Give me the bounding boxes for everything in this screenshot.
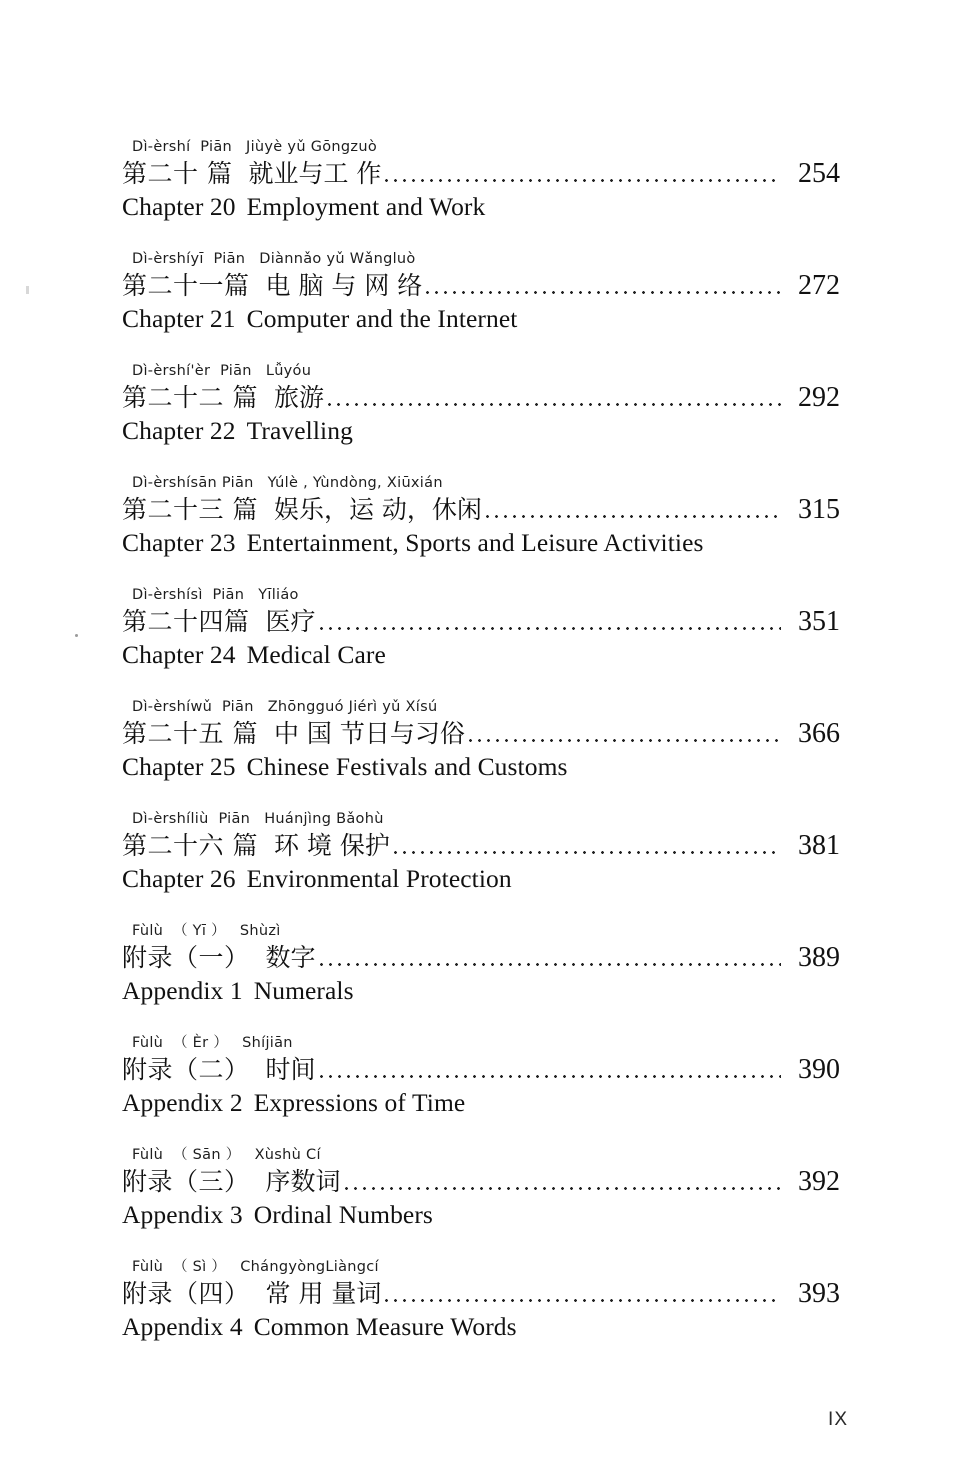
toc-entry-english-line — [122, 302, 840, 336]
toc-entry-pinyin-number: Fùlù （ Yī ） — [132, 923, 226, 939]
toc-entry-pinyin-line — [132, 922, 840, 941]
toc-entry-pinyin-title: Xùshù Cí — [254, 1147, 321, 1163]
toc-entry-page-number[interactable]: 390 — [798, 1054, 840, 1085]
toc-entry-pinyin-number: Dì-èrshísān Piān — [132, 475, 254, 491]
toc-entry-english-title: Common Measure Words — [253, 1312, 517, 1341]
toc-entry[interactable] — [122, 138, 840, 224]
toc-entry-chinese-line — [122, 269, 840, 302]
toc-entry-chinese-number: 附录（一） — [122, 943, 250, 972]
toc-entry-english-line — [122, 750, 840, 784]
toc-entry-pinyin-line — [132, 362, 840, 381]
toc-entry-chinese-number: 第二十六 篇 — [122, 831, 258, 860]
toc-entry-english-title: Employment and Work — [246, 192, 486, 221]
toc-entry-page-number[interactable]: 393 — [798, 1278, 840, 1309]
toc-entry-english-line — [122, 190, 840, 224]
dot-leader — [345, 1173, 781, 1193]
dot-leader — [469, 725, 781, 745]
toc-entry-pinyin-number: Fùlù （ Sì ） — [132, 1259, 227, 1275]
toc-entry-page-number[interactable]: 381 — [798, 830, 840, 861]
toc-entry-english-number: Appendix 3 — [122, 1200, 243, 1229]
dot-leader — [426, 277, 781, 297]
toc-entry-pinyin-title: Yīliáo — [258, 587, 299, 603]
toc-entry-chinese-number: 附录（四） — [122, 1279, 250, 1308]
table-of-contents-list — [122, 138, 840, 1370]
toc-entry-chinese-title: 娱乐，运 动，休闲 — [273, 495, 482, 524]
toc-entry[interactable] — [122, 586, 840, 672]
toc-entry-pinyin-number: Dì-èrshí'èr Piān — [132, 363, 252, 379]
toc-entry-chinese-number: 附录（二） — [122, 1055, 250, 1084]
toc-entry-pinyin-line — [132, 138, 840, 157]
toc-entry-chinese-title: 数字 — [265, 943, 316, 972]
toc-entry-pinyin-title: Huánjìng Bǎohù — [264, 811, 384, 827]
toc-entry-english-title: Numerals — [253, 976, 354, 1005]
toc-entry[interactable] — [122, 698, 840, 784]
toc-entry-chinese-number: 第二十二 篇 — [122, 383, 258, 412]
toc-entry-page-number[interactable]: 254 — [798, 158, 840, 189]
toc-entry-chinese-title: 时间 — [265, 1055, 316, 1084]
toc-entry-pinyin-line — [132, 810, 840, 829]
toc-entry-chinese-title: 环 境 保护 — [273, 831, 390, 860]
toc-entry-pinyin-title: Lǚyóu — [265, 363, 312, 379]
toc-entry-english-number: Chapter 25 — [122, 752, 236, 781]
toc-entry-page-number[interactable]: 392 — [798, 1166, 840, 1197]
dot-leader — [394, 837, 781, 857]
toc-entry-chinese-line — [122, 941, 840, 974]
toc-entry-chinese-line — [122, 1053, 840, 1086]
toc-entry-pinyin-number: Dì-èrshíyī Piān — [132, 251, 246, 267]
toc-entry-english-line — [122, 974, 840, 1008]
toc-entry-pinyin-title: Diànnǎo yǔ Wǎngluò — [259, 251, 416, 267]
dot-leader — [385, 1285, 781, 1305]
toc-entry-english-number: Chapter 21 — [122, 304, 236, 333]
toc-entry-english-number: Chapter 22 — [122, 416, 236, 445]
toc-entry-pinyin-title: Shíjiān — [242, 1035, 293, 1051]
toc-entry-pinyin-number: Fùlù （ Èr ） — [132, 1035, 229, 1051]
toc-entry-page-number[interactable]: 272 — [798, 270, 840, 301]
toc-entry-page-number[interactable]: 292 — [798, 382, 840, 413]
toc-entry-english-number: Chapter 20 — [122, 192, 236, 221]
toc-entry-english-title: Environmental Protection — [246, 864, 512, 893]
toc-entry-pinyin-line — [132, 698, 840, 717]
toc-entry-pinyin-line — [132, 474, 840, 493]
toc-entry-english-line — [122, 862, 840, 896]
toc-entry-page-number[interactable]: 351 — [798, 606, 840, 637]
toc-entry-pinyin-line — [132, 586, 840, 605]
toc-entry-pinyin-line — [132, 1258, 840, 1277]
toc-entry-chinese-line — [122, 829, 840, 862]
toc-entry-pinyin-title: Jiùyè yǔ Gōngzuò — [246, 139, 377, 155]
toc-entry-english-line — [122, 1198, 840, 1232]
toc-entry-english-line — [122, 1310, 840, 1344]
toc-entry-pinyin-number: Fùlù （ Sān ） — [132, 1147, 241, 1163]
toc-entry[interactable] — [122, 810, 840, 896]
toc-entry-chinese-line — [122, 1165, 840, 1198]
toc-entry[interactable] — [122, 250, 840, 336]
toc-entry-chinese-line — [122, 381, 840, 414]
toc-entry-pinyin-number: Dì-èrshísì Piān — [132, 587, 245, 603]
toc-entry-pinyin-title: Shùzì — [239, 923, 281, 939]
toc-entry-english-title: Ordinal Numbers — [253, 1200, 433, 1229]
page-folio: IX — [828, 1409, 848, 1430]
toc-entry-pinyin-line — [132, 1034, 840, 1053]
toc-entry-chinese-number: 第二十 篇 — [122, 159, 233, 188]
toc-entry-page-number[interactable]: 366 — [798, 718, 840, 749]
toc-entry-english-title: Entertainment, Sports and Leisure Activities — [246, 528, 704, 557]
toc-entry-english-number: Chapter 24 — [122, 640, 236, 669]
toc-entry-chinese-number: 第二十一篇 — [122, 271, 250, 300]
toc-entry-chinese-title: 电 脑 与 网 络 — [265, 271, 423, 300]
toc-entry-chinese-number: 第二十三 篇 — [122, 495, 258, 524]
toc-entry-chinese-title: 序数词 — [265, 1167, 341, 1196]
toc-entry-pinyin-title: ChángyòngLiàngcí — [240, 1259, 379, 1275]
toc-entry-chinese-line — [122, 605, 840, 638]
dot-leader — [320, 949, 781, 969]
toc-entry[interactable] — [122, 1146, 840, 1232]
toc-entry-chinese-number: 第二十五 篇 — [122, 719, 258, 748]
toc-entry-english-number: Appendix 4 — [122, 1312, 243, 1341]
dot-leader — [320, 613, 781, 633]
toc-entry-english-number: Appendix 1 — [122, 976, 243, 1005]
toc-entry-chinese-line — [122, 493, 840, 526]
toc-entry-english-number: Chapter 23 — [122, 528, 236, 557]
toc-entry[interactable] — [122, 1258, 840, 1344]
toc-entry-page-number[interactable]: 315 — [798, 494, 840, 525]
toc-entry-page-number[interactable]: 389 — [798, 942, 840, 973]
toc-entry-chinese-line — [122, 717, 840, 750]
toc-entry-chinese-title: 中 国 节日与习俗 — [273, 719, 465, 748]
toc-entry-pinyin-title: Yúlè , Yùndòng, Xiūxián — [267, 475, 443, 491]
toc-entry-pinyin-line — [132, 1146, 840, 1165]
toc-entry-english-line — [122, 526, 840, 560]
dot-leader — [328, 389, 781, 409]
toc-entry-chinese-line — [122, 157, 840, 190]
toc-entry-chinese-number: 第二十四篇 — [122, 607, 250, 636]
toc-entry-english-title: Medical Care — [246, 640, 386, 669]
toc-entry[interactable] — [122, 1034, 840, 1120]
toc-entry-english-line — [122, 414, 840, 448]
toc-entry-english-title: Chinese Festivals and Customs — [246, 752, 568, 781]
toc-entry-chinese-title: 旅游 — [273, 383, 324, 412]
toc-entry-english-line — [122, 638, 840, 672]
toc-entry-chinese-line — [122, 1277, 840, 1310]
dot-leader — [320, 1061, 781, 1081]
scan-artifact-left — [26, 286, 29, 294]
toc-entry[interactable] — [122, 474, 840, 560]
scan-artifact-dot — [75, 634, 78, 637]
toc-entry-english-line — [122, 1086, 840, 1120]
dot-leader — [385, 165, 781, 185]
toc-entry[interactable] — [122, 362, 840, 448]
toc-entry-english-title: Expressions of Time — [253, 1088, 466, 1117]
toc-entry-pinyin-title: Zhōngguó Jiérì yǔ Xísú — [267, 699, 438, 715]
toc-entry-english-title: Travelling — [246, 416, 353, 445]
toc-entry-pinyin-number: Dì-èrshí Piān — [132, 139, 233, 155]
toc-entry[interactable] — [122, 922, 840, 1008]
toc-entry-chinese-title: 医疗 — [265, 607, 316, 636]
dot-leader — [486, 501, 781, 521]
toc-entry-pinyin-number: Dì-èrshíwǔ Piān — [132, 699, 254, 715]
toc-entry-pinyin-line — [132, 250, 840, 269]
toc-entry-english-number: Appendix 2 — [122, 1088, 243, 1117]
toc-entry-pinyin-number: Dì-èrshíliù Piān — [132, 811, 251, 827]
toc-entry-chinese-title: 常 用 量词 — [265, 1279, 382, 1308]
toc-entry-english-title: Computer and the Internet — [246, 304, 518, 333]
toc-entry-english-number: Chapter 26 — [122, 864, 236, 893]
toc-entry-chinese-title: 就业与工 作 — [248, 159, 382, 188]
toc-entry-chinese-number: 附录（三） — [122, 1167, 250, 1196]
